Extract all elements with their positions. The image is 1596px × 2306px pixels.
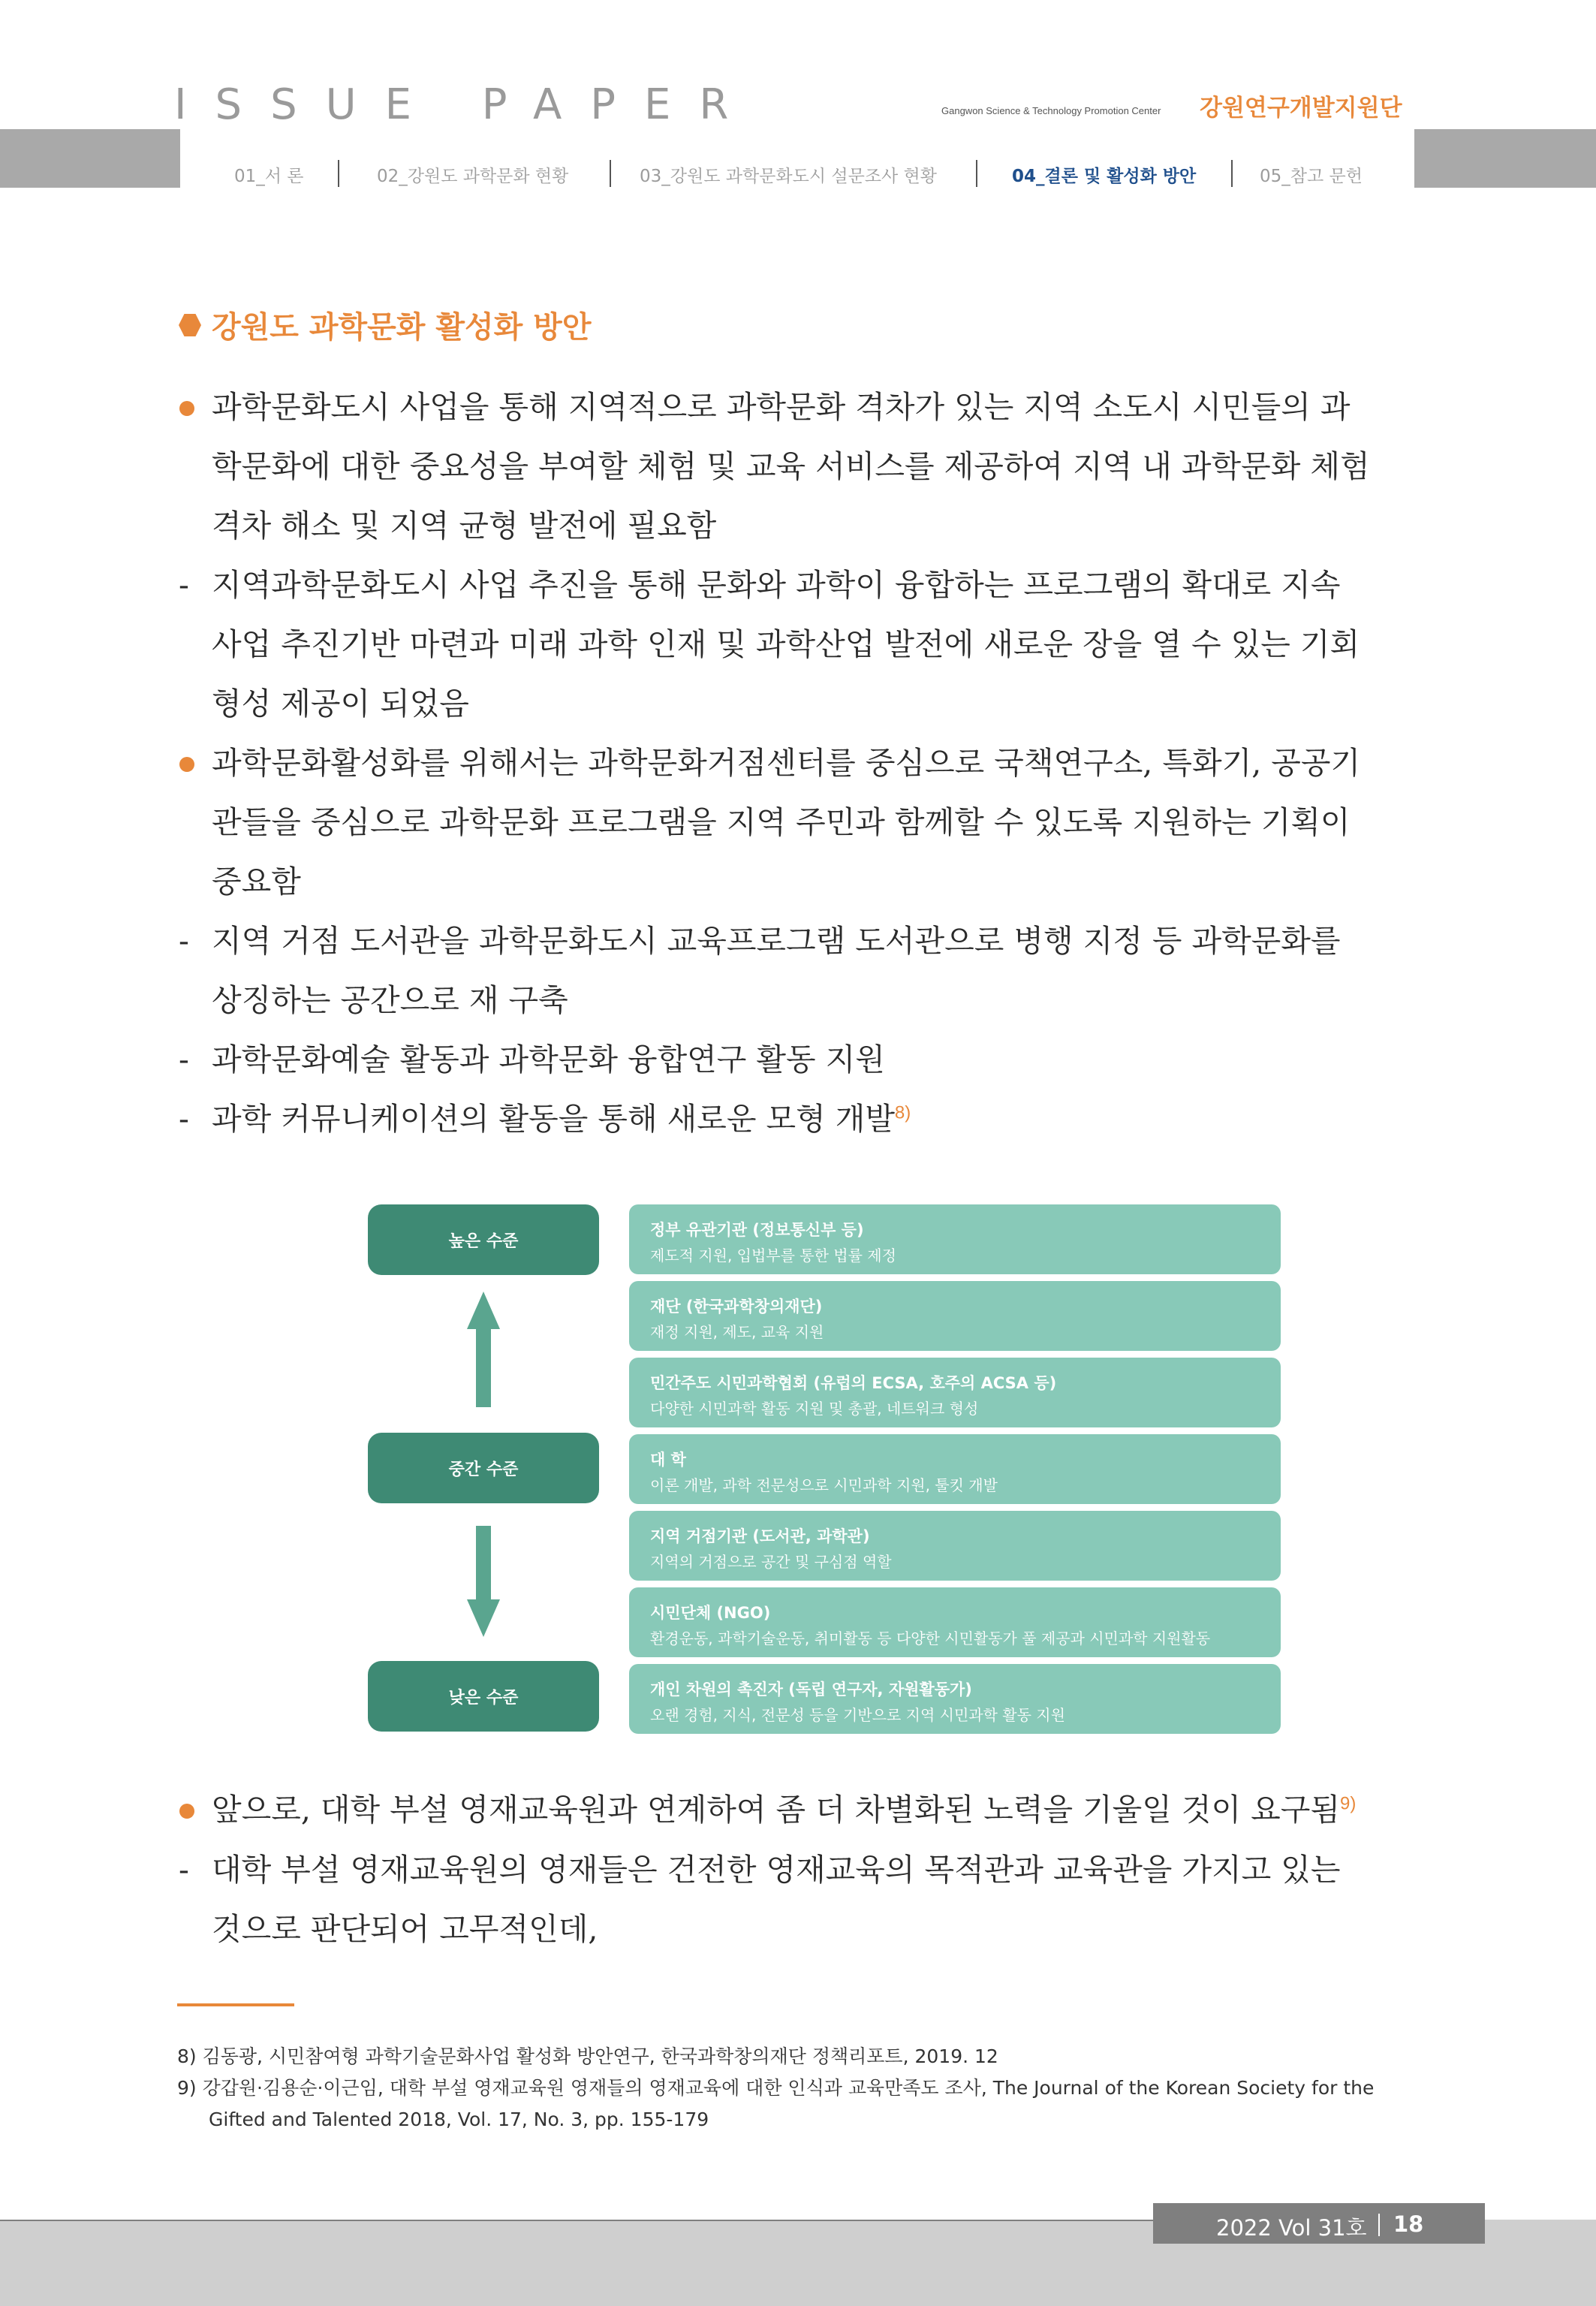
actor-description: 이론 개발, 과학 전문성으로 시민과학 지원, 툴킷 개발	[650, 1476, 998, 1494]
level-low: 낮은 수준	[368, 1661, 599, 1732]
actor-description: 재정 지원, 제도, 교육 지원	[650, 1323, 824, 1341]
actor-title: 개인 차원의 촉진자 (독립 연구자, 자원활동가)	[650, 1681, 972, 1699]
actor-box-citizen-science-association	[629, 1358, 1281, 1427]
actor-box-foundation	[629, 1281, 1281, 1351]
actor-title: 시민단체 (NGO)	[650, 1604, 771, 1622]
body-line: 격차 해소 및 지역 균형 발전에 필요함	[212, 508, 717, 544]
actor-title: 재단 (한국과학창의재단)	[650, 1298, 823, 1316]
nav-separator	[610, 160, 611, 187]
arrow-up-shaft	[476, 1328, 491, 1407]
actor-title: 지역 거점기관 (도서관, 과학관)	[650, 1527, 870, 1545]
dash-marker: -	[179, 1041, 189, 1078]
bullet-icon	[179, 757, 194, 772]
actor-description: 오랜 경험, 지식, 전문성 등을 기반으로 지역 시민과학 활동 지원	[650, 1706, 1065, 1724]
body-line: 지역 거점 도서관을 과학문화도시 교육프로그램 도서관으로 병행 지정 등 과학문화를	[212, 923, 1341, 959]
body-line-text: 과학 커뮤니케이션의 활동을 통해 새로운 모형 개발	[212, 1101, 895, 1137]
footnote-ref-8[interactable]: 8)	[894, 1102, 911, 1123]
arrow-down-icon	[467, 1599, 500, 1637]
nav-separator	[338, 160, 339, 187]
hexagon-icon	[179, 314, 201, 336]
body-line: 과학문화예술 활동과 과학문화 융합연구 활동 지원	[212, 1041, 885, 1078]
nav-item-status[interactable]: 02_강원도 과학문화 현황	[377, 167, 569, 186]
arrow-down-shaft	[476, 1526, 491, 1601]
body-line-text: 앞으로, 대학 부설 영재교육원과 연계하여 좀 더 차별화된 노력을 기울일 것이 요구됨	[212, 1792, 1340, 1828]
body-line: 중요함	[212, 864, 301, 900]
body-line: 사업 추진기반 마련과 미래 과학 인재 및 과학산업 발전에 새로운 장을 열 수 있는 기회	[212, 626, 1360, 662]
dash-marker: -	[179, 923, 189, 959]
body-line: 대학 부설 영재교육원의 영재들은 건전한 영재교육의 목적관과 교육관을 가지고 있는	[212, 1852, 1341, 1888]
nav-item-references[interactable]: 05_참고 문헌	[1260, 167, 1363, 186]
level-high: 높은 수준	[368, 1204, 599, 1275]
dash-marker: -	[179, 567, 189, 603]
body-line: 과학문화활성화를 위해서는 과학문화거점센터를 중심으로 국책연구소, 특화기, 공공기	[212, 745, 1361, 781]
actor-description: 다양한 시민과학 활동 지원 및 총괄, 네트워크 형성	[650, 1400, 979, 1418]
body-line: 과학문화도시 사업을 통해 지역적으로 과학문화 격차가 있는 지역 소도시 시민들의 과	[212, 389, 1351, 425]
body-line-with-footnote	[212, 1792, 1357, 1828]
body-line: 것으로 판단되어 고무적인데,	[212, 1911, 598, 1947]
actor-title: 민간주도 시민과학협회 (유럽의 ECSA, 호주의 ACSA 등)	[650, 1374, 1057, 1392]
bullet-icon	[179, 1804, 194, 1819]
nav-item-survey[interactable]: 03_강원도 과학문화도시 설문조사 현황	[640, 167, 937, 186]
body-line-with-footnote	[212, 1101, 911, 1137]
section-title: 강원도 과학문화 활성화 방안	[212, 310, 592, 345]
actor-title: 대 학	[650, 1451, 686, 1469]
actor-title: 정부 유관기관 (정보통신부 등)	[650, 1221, 864, 1239]
page-number: 18	[1393, 2211, 1424, 2237]
footnote-9: 9) 강갑원·김용순·이근임, 대학 부설 영재교육원 영재들의 영재교육에 대한 인식과 교육만족도 조사, The Journal of the Korean Society for the	[177, 2077, 1375, 2099]
actor-description: 지역의 거점으로 공간 및 구심점 역할	[650, 1553, 892, 1571]
body-line: 형성 제공이 되었음	[212, 686, 469, 722]
actor-box-government	[629, 1204, 1281, 1274]
actor-description: 환경운동, 과학기술운동, 취미활동 등 다양한 시민활동가 풀 제공과 시민과학 지원활동	[650, 1629, 1211, 1647]
footnote-ref-9[interactable]: 9)	[1340, 1793, 1357, 1814]
center-english-name: Gangwon Science & Technology Promotion Center	[941, 105, 1161, 116]
organization-name: 강원연구개발지원단	[1200, 95, 1402, 122]
bullet-icon	[179, 401, 194, 416]
actor-box-ngo	[629, 1587, 1281, 1657]
dash-marker: -	[179, 1101, 189, 1137]
issue-number: 2022 Vol 31호	[1216, 2215, 1367, 2241]
arrow-up-icon	[467, 1292, 500, 1329]
issue-paper-title: ISSUE PAPER	[174, 80, 757, 129]
actor-description: 제도적 지원, 입법부를 통한 법률 제정	[650, 1246, 896, 1265]
footer-rule	[0, 2220, 1153, 2221]
footer-separator	[1378, 2214, 1380, 2236]
actor-box-university	[629, 1434, 1281, 1504]
level-mid: 중간 수준	[368, 1433, 599, 1503]
actor-box-individual	[629, 1664, 1281, 1734]
body-line: 지역과학문화도시 사업 추진을 통해 문화와 과학이 융합하는 프로그램의 확대로 지속	[212, 567, 1341, 603]
footnote-rule	[177, 2003, 294, 2006]
footnote-9-continued: Gifted and Talented 2018, Vol. 17, No. 3, pp. 155-179	[209, 2109, 709, 2130]
dash-marker: -	[179, 1852, 189, 1888]
body-line: 관들을 중심으로 과학문화 프로그램을 지역 주민과 함께할 수 있도록 지원하는 기획이	[212, 804, 1351, 840]
nav-item-conclusion[interactable]: 04_결론 및 활성화 방안	[1012, 167, 1197, 186]
actor-box-regional-hub	[629, 1511, 1281, 1581]
body-line: 상징하는 공간으로 재 구축	[212, 982, 568, 1018]
nav-separator	[1231, 160, 1233, 187]
nav-item-introduction[interactable]: 01_서 론	[234, 167, 304, 186]
body-line: 학문화에 대한 중요성을 부여할 체험 및 교육 서비스를 제공하여 지역 내 과학문화 체험	[212, 448, 1370, 484]
footnote-8: 8) 김동광, 시민참여형 과학기술문화사업 활성화 방안연구, 한국과학창의재단 정책리포트, 2019. 12	[177, 2045, 998, 2067]
nav-separator	[976, 160, 977, 187]
